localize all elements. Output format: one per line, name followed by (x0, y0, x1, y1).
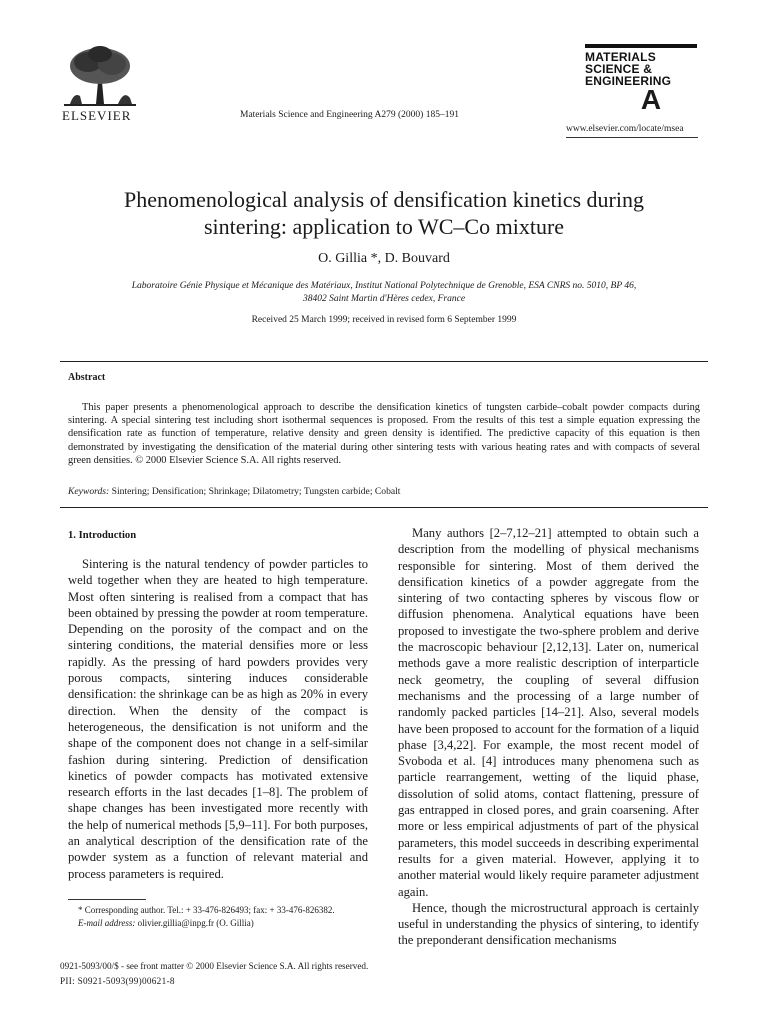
title-line-1: Phenomenological analysis of densification kinetics during (124, 187, 644, 212)
email-line (68, 917, 368, 930)
received-dates: Received 25 March 1999; received in revised form 6 September 1999 (251, 315, 517, 325)
journal-logo-section: A (640, 84, 662, 115)
journal-logo (585, 44, 697, 113)
keywords-list: Sintering; Densification; Shrinkage; Dilatometry; Tungsten carbide; Cobalt (111, 486, 401, 497)
front-matter-line: 0921-5093/00/$ - see front matter © 2000 Elsevier Science S.A. All rights reserved. (60, 961, 369, 971)
title-line-2: sintering: application to WC–Co mixture (203, 214, 565, 239)
intro-right-column (398, 525, 699, 949)
section-heading-introduction: 1. Introduction (68, 530, 137, 541)
abstract-bottom-rule (60, 507, 708, 508)
journal-logo-bar (585, 44, 697, 48)
email-label: E-mail address: (78, 917, 136, 928)
abstract-top-rule (60, 361, 708, 362)
email-address-link[interactable]: olivier.gillia@inpg.fr (O. Gillia) (137, 917, 254, 928)
paper-title (60, 186, 708, 240)
corresponding-author-note: * Corresponding author. Tel.: + 33-476-826493; fax: + 33-476-826382. (78, 905, 335, 915)
abstract-heading: Abstract (68, 372, 106, 383)
intro-right-paragraph-1: Many authors [2–7,12–21] attempted to obtain such a description from the modelling of physical mechanisms responsible for sintering. Most of them derived the densification kinetics of a powder aggregate from the sintering of two contacting spheres by viscous flow or diffusion phenomena. Analytical equations have been proposed to investigate the two-sphere problem and derive the macroscopic behaviour [2,12,13]. Later on, numerical methods gave a more realistic description of interparticle neck geometry, the coupling of several diffusion mechanisms and the processing of a large number of randomly packed particles [14–21]. Also, several models have been proposed to account for the formation of a liquid phase [3,4,22]. For example, the most recent model of Svoboda et al. [4] introduces many phenomena such as particle rearrangement, wetting of the liquid phase, dissolution of solid atoms, contact flattening, pressure of gas entrapped in closed pores, and grain coarsening. After more or less empirical adjustments of part of the physical parameters, this model succeeds in describing experimental results for a given material. However, applying it to another material would likely require parameter adjustment again. (398, 526, 699, 899)
keywords (68, 486, 700, 497)
journal-url-link[interactable]: www.elsevier.com/locate/msea (566, 124, 684, 134)
intro-right-paragraph-2: Hence, though the microstructural approach is certainly useful in understanding the physics of sintering, to identify the preponderant densification mechanisms (398, 900, 699, 948)
keywords-label: Keywords: (68, 486, 110, 497)
journal-logo-line-2: SCIENCE & (585, 62, 653, 76)
footnote-rule (68, 899, 146, 900)
pii-line: PII: S0921-5093(99)00621-8 (60, 976, 175, 986)
authors: O. Gillia *, D. Bouvard (318, 251, 450, 266)
journal-citation: Materials Science and Engineering A279 (2000) 185–191 (240, 110, 459, 120)
publisher-name: ELSEVIER (62, 108, 132, 123)
affiliation-line-2: 38402 Saint Martin d'Hères cedex, France (302, 294, 466, 304)
journal-logo-line-1: MATERIALS (585, 50, 656, 64)
journal-logo-line-3: ENGINEERING (585, 74, 672, 88)
header-divider (566, 137, 698, 138)
affiliation-line-1: Laboratoire Génie Physique et Mécanique des Matériaux, Institut National Polytechnique de Grenoble, ESA CNRS no. 5010, BP 46, (131, 281, 637, 291)
abstract-text: This paper presents a phenomenological approach to describe the densification kinetics of tungsten carbide–cobalt powder compacts during sintering. A special sintering test including short isothermal sequences is proposed. From the results of this test a simple equation expressing the densification rate as function of temperature, relative density and green density is identified. The predictive capacity of this equation is then demonstrated by investigating the densification of the material during other sintering tests with various heating rates and with compacts of several green densities. © 2000 Elsevier Science S.A. All rights reserved. (68, 402, 700, 466)
affiliation (60, 280, 708, 306)
footnote (68, 904, 368, 929)
intro-left-column-text: Sintering is the natural tendency of powder particles to weld together when they are heated to high temperature. Most often sintering is realised from a compact that has been obtained by pressing the powder at room temperature. Depending on the porosity of the compact and on the sintering conditions, the material densifies more or less rapidly. As the pressing of hard powders provides very porous compacts, sintering induces considerable densification: the shrinkage can be as high as 20% in every direction. When the density of the compact is heterogeneous, the densification is not uniform and the shape of the component does not change in a self-similar fashion during sintering. Prediction of densification kinetics of powder compacts has motivated extensive research efforts in the last decades [1–8]. The problem of shape changes has been investigated more recently with the help of numerical methods [5,9–11]. For both purposes, an analytical description of the densification rate of the powder system as a function of relevant material and process parameters is required. (68, 557, 368, 881)
